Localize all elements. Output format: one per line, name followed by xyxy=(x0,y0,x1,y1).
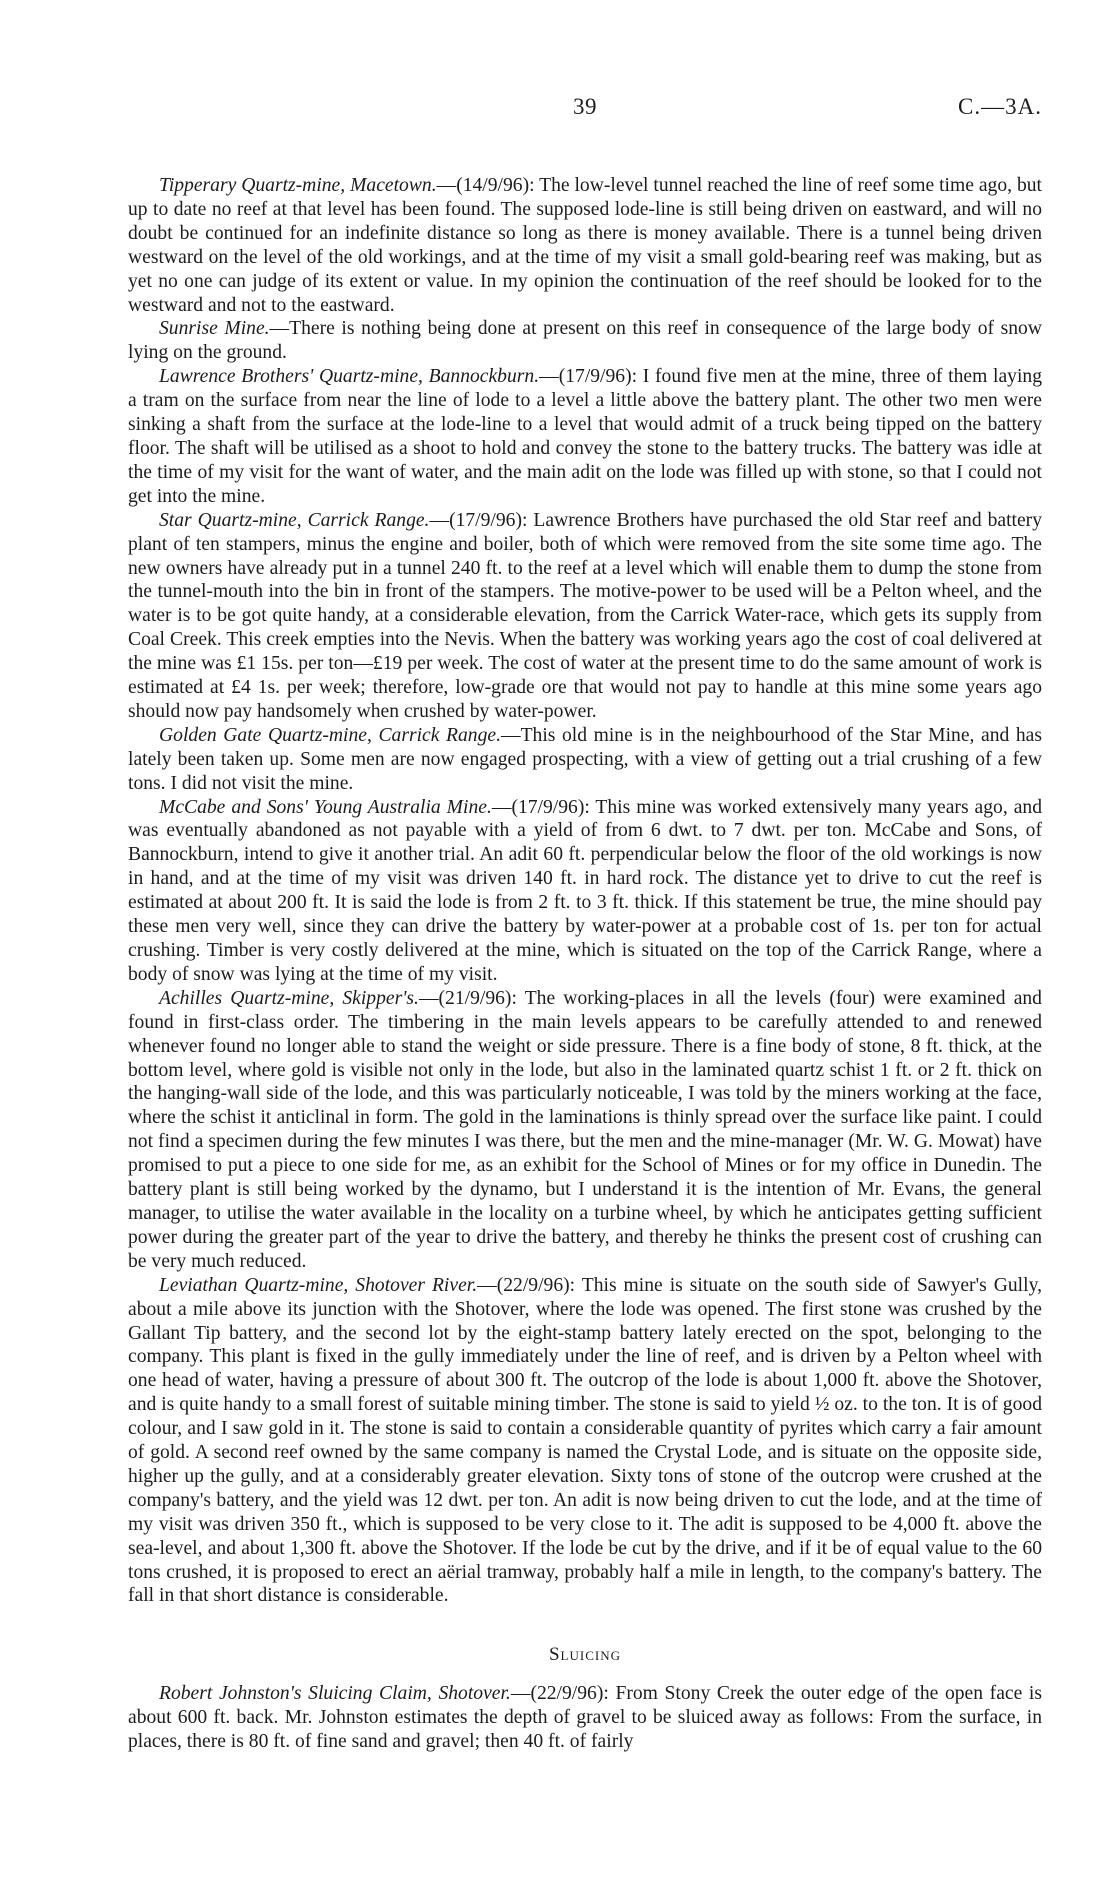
entry-title: Tipperary Quartz-mine, Macetown. xyxy=(159,175,437,196)
sheet-code: C.—3A. xyxy=(958,94,1042,119)
entry-title: Robert Johnston's Sluicing Claim, Shotover. xyxy=(159,1683,511,1705)
report-body xyxy=(128,174,1042,1754)
entry-text: —(21/9/96): The working-places in all the levels (four) were examined and found in first-class order. The timbering in the main levels appears to be carefully attended to and renewed whenever found no longer able to stand the weight or side pressure. There is a fine body of stone, 8 ft. thick, at the bottom level, where gold is visible not only in the lode, but also in the laminated quartz schist 1 ft. or 2 ft. thick on the hanging-wall side of the lode, and this was particularly noticeable, I was told by the miners working at the face, where the schist it anticlinal in form. The gold in the laminations is thinly spread over the surface like paint. I could not find a specimen during the few minutes I was there, but the men and the mine-manager (Mr. W. G. Mowat) have promised to put a piece to one side for me, as an exhibit for the School of Mines or for my office in Dunedin. The battery plant is still being worked by the dynamo, but I understand it is the intention of Mr. Evans, the general manager, to utilise the water available in the locality on a turbine wheel, by which he anticipates getting sufficient power during the greater part of the year to drive the battery, and thereby he thinks the present cost of crushing can be very much reduced. xyxy=(128,987,1042,1272)
entry-text: —(22/9/96): From Stony Creek the outer edge of the open face is about 600 ft. back. Mr. Johnston estimates the depth of gravel to be sluiced away as follows: From the surface, in places, there is 80 ft. of fine sand and gravel; then 40 ft. of fairly xyxy=(128,1683,1042,1753)
entry-johnston-sluicing xyxy=(128,1682,1042,1754)
entry-text: —(14/9/96): The low-level tunnel reached the line of reef some time ago, but up to date no reef at that level has been found. The supposed lode-line is still being driven on eastward, and will no doubt be continued for an indefinite distance so long as there is money available. There is a tunnel being driven westward on the level of the old workings, and at the time of my visit a small gold-bearing reef was making, but as yet no one can judge of its extent or value. In my opinion the continuation of the reef should be looked for to the westward and not to the eastward. xyxy=(128,175,1042,316)
entry-title: Sunrise Mine. xyxy=(159,318,270,340)
entry-tipperary xyxy=(128,174,1042,317)
entry-text: —(17/9/96): Lawrence Brothers have purchased the old Star reef and battery plant of ten stampers, minus the engine and boiler, both of which were removed from the site some time ago. The new owners have already put in a tunnel 240 ft. to the reef at a level which will enable them to dump the stone from the tunnel-mouth into the bin in front of the stampers. The motive-power to be used will be a Pelton wheel, and the water is to be got quite handy, at a considerable elevation, from the Carrick Water-race, which gets its supply from Coal Creek. This creek empties into the Nevis. When the battery was working years ago the cost of coal delivered at the mine was £1 15s. per ton—£19 per week. The cost of water at the present time to do the same amount of work is estimated at £4 1s. per week; therefore, low-grade ore that would not pay to handle at this mine some years ago should now pay handsomely when crushed by water-power. xyxy=(128,509,1043,722)
entry-text: —(17/9/96): I found five men at the mine, three of them laying a tram on the surface from near the line of lode to a level a little above the battery plant. The other two men were sinking a shaft from the surface at the lode-line to a level that would admit of a truck being tipped on the battery floor. The shaft will be utilised as a shoot to hold and convey the stone to the battery trucks. The battery was idle at the time of my visit for the want of water, and the main adit on the lode was filled up with stone, so that I could not get into the mine. xyxy=(128,366,1042,507)
entry-sunrise xyxy=(128,317,1042,365)
entry-achilles xyxy=(128,987,1042,1274)
section-heading-sluicing: Sluicing xyxy=(548,1644,621,1666)
entry-leviathan xyxy=(128,1274,1042,1609)
page-number: 39 xyxy=(573,94,597,119)
entry-text: —There is nothing being done at present on this reef in consequence of the large body of snow lying on the ground. xyxy=(128,318,1042,364)
entry-text: —(17/9/96): This mine was worked extensively many years ago, and was eventually abandoned as not payable with a yield of from 6 dwt. to 7 dwt. per ton. McCabe and Sons, of Bannockburn, intend to give it another trial. An adit 60 ft. perpendicular below the floor of the old workings is now in hand, and at the time of my visit was driven 140 ft. in hard rock. The distance yet to drive to cut the reef is estimated at about 200 ft. It is said the lode is from 2 ft. to 3 ft. thick. If this statement be true, the mine should pay these men very well, since they can drive the battery by water-power at a probable cost of 1s. per ton for actual crushing. Timber is very costly delivered at the mine, which is situated on the top of the Carrick Range, where a body of snow was lying at the time of my visit. xyxy=(128,796,1042,985)
entry-text: —This old mine is in the neighbourhood of the Star Mine, and has lately been taken up. Some men are now engaged prospecting, with a view of getting out a trial crushing of a few tons. I did not visit the mine. xyxy=(128,724,1043,794)
entry-title: McCabe and Sons' Young Australia Mine. xyxy=(159,796,492,818)
entry-title: Lawrence Brothers' Quartz-mine, Bannockburn. xyxy=(159,366,540,388)
entry-young-australia xyxy=(128,796,1042,987)
entry-title: Star Quartz-mine, Carrick Range. xyxy=(159,509,430,531)
page-header xyxy=(128,72,1042,118)
entry-star xyxy=(128,509,1042,724)
entry-title: Achilles Quartz-mine, Skipper's. xyxy=(159,987,419,1009)
entry-title: Leviathan Quartz-mine, Shotover River. xyxy=(159,1274,478,1296)
entry-golden-gate xyxy=(128,724,1042,796)
entry-title: Golden Gate Quartz-mine, Carrick Range. xyxy=(159,724,501,746)
entry-lawrence-brothers xyxy=(128,365,1042,508)
entry-text: —(22/9/96): This mine is situate on the south side of Sawyer's Gully, about a mile above its junction with the Shotover, where the lode was opened. The first stone was crushed by the Gallant Tip battery, and the second lot by the eight-stamp battery lately erected on the spot, belonging to the company. This plant is fixed in the gully immediately under the line of reef, and is driven by a Pelton wheel with one head of water, having a pressure of about 300 ft. The outcrop of the lode is about 1,000 ft. above the Shotover, and is quite handy to a small forest of suitable mining timber. The stone is said to yield ½ oz. to the ton. It is of good colour, and I saw gold in it. The stone is said to contain a considerable quantity of pyrites which carry a fair amount of gold. A second reef owned by the same company is named the Crystal Lode, and is situate on the opposite side, higher up the gully, and at a considerably greater elevation. Sixty tons of stone of the outcrop were crushed at the company's battery, and the yield was 12 dwt. per ton. An adit is now being driven to cut the lode, and at the time of my visit was driven 350 ft., which is supposed to be very close to it. The adit is supposed to be 4,000 ft. above the sea-level, and about 1,300 ft. above the Shotover. If the lode be cut by the drive, and if it be of equal value to the 60 tons crushed, it is proposed to erect an aërial tramway, probably half a mile in length, to the company's battery. The fall in that short distance is considerable. xyxy=(128,1274,1042,1607)
